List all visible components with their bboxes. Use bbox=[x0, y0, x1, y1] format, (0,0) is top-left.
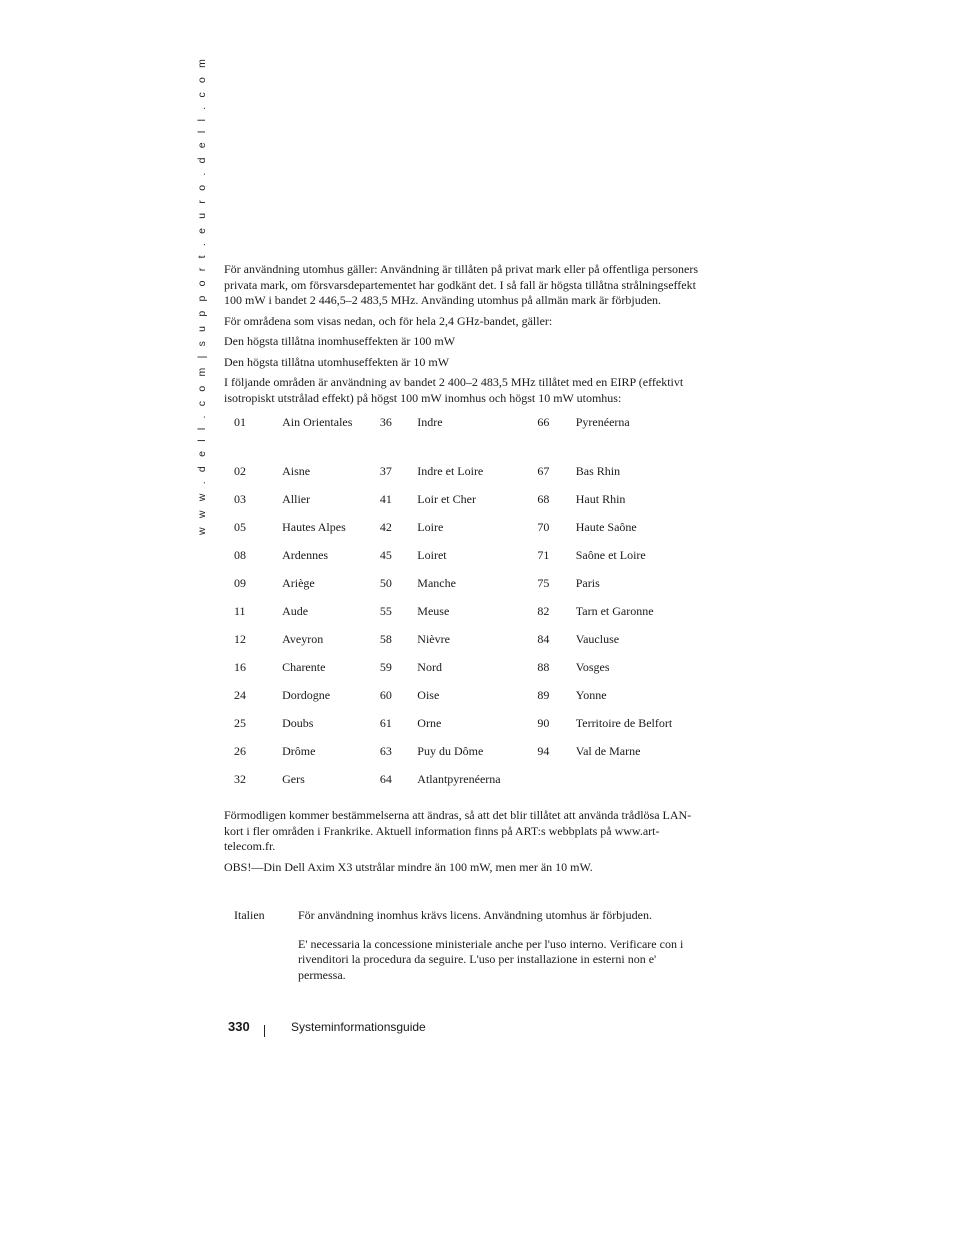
dept-number: 24 bbox=[234, 688, 246, 702]
table-row bbox=[224, 576, 704, 604]
dept-number: 16 bbox=[234, 660, 246, 674]
dept-number: 36 bbox=[379, 415, 392, 429]
dept-name: Yonne bbox=[575, 688, 607, 702]
paragraph-outdoor-use: För användning utomhus gäller: Användning är tillåten på privat mark eller på offentliga personers privata mark, om försvarsdepartementet har godkänt det. I så fall är högsta tillåtna strålningseffekt 100 mW i bandet 2 446,5–2 483,5 MHz. Använding utomhus på allmän mark är förbjuden. bbox=[224, 262, 698, 307]
dept-number: 58 bbox=[379, 632, 392, 646]
dept-number: 84 bbox=[537, 632, 550, 646]
dept-number: 61 bbox=[379, 716, 392, 730]
table-row bbox=[224, 688, 704, 716]
page-number: 330 bbox=[228, 1019, 250, 1034]
dept-name: Meuse bbox=[417, 604, 450, 618]
dept-number: 50 bbox=[379, 576, 392, 590]
dept-number: 09 bbox=[234, 576, 246, 590]
country-name: Italien bbox=[234, 908, 265, 922]
dept-name: Haut Rhin bbox=[575, 492, 626, 506]
table-row bbox=[224, 548, 704, 576]
table-row bbox=[224, 464, 704, 492]
dept-number: 03 bbox=[234, 492, 246, 506]
dept-number: 66 bbox=[537, 415, 550, 429]
dept-number: 75 bbox=[537, 576, 550, 590]
dept-name: Orne bbox=[417, 716, 442, 730]
dept-name: Dordogne bbox=[282, 688, 331, 702]
dept-name: Indre et Loire bbox=[417, 464, 484, 478]
dept-number: 01 bbox=[234, 415, 246, 429]
main-content bbox=[224, 262, 704, 880]
dept-name: Doubs bbox=[282, 716, 314, 730]
dept-name: Bas Rhin bbox=[575, 464, 621, 478]
dept-number: 64 bbox=[379, 772, 392, 786]
dept-name: Aveyron bbox=[282, 632, 324, 646]
table-row bbox=[224, 492, 704, 520]
dept-name: Gers bbox=[282, 772, 305, 786]
dept-name: Charente bbox=[282, 660, 326, 674]
dept-name: Loire bbox=[417, 520, 444, 534]
paragraph-indoor-limit: Den högsta tillåtna inomhuseffekten är 100 mW bbox=[224, 334, 456, 348]
dept-name: Ariège bbox=[282, 576, 315, 590]
dept-name: Aisne bbox=[282, 464, 311, 478]
dept-number: 11 bbox=[234, 604, 246, 618]
footer-separator bbox=[264, 1025, 265, 1037]
dept-name: Ardennes bbox=[282, 548, 329, 562]
dept-name: Vosges bbox=[575, 660, 610, 674]
dept-name: Loiret bbox=[417, 548, 447, 562]
dept-number: 68 bbox=[537, 492, 550, 506]
dept-number: 55 bbox=[379, 604, 392, 618]
dept-number: 60 bbox=[379, 688, 392, 702]
dept-name: Vaucluse bbox=[575, 632, 620, 646]
dept-name: Atlantpyrenéerna bbox=[417, 772, 501, 786]
footer-title: Systeminformationsguide bbox=[291, 1020, 426, 1034]
dept-number: 71 bbox=[537, 548, 550, 562]
dept-name: Indre bbox=[417, 415, 443, 429]
table-row bbox=[224, 604, 704, 632]
table-row bbox=[224, 744, 704, 772]
dept-number: 89 bbox=[537, 688, 550, 702]
dept-number: 70 bbox=[537, 520, 550, 534]
department-table bbox=[224, 415, 704, 800]
dept-name: Tarn et Garonne bbox=[575, 604, 654, 618]
dept-number: 08 bbox=[234, 548, 246, 562]
dept-number: 63 bbox=[379, 744, 392, 758]
paragraph-eirp: I följande områden är användning av bandet 2 400–2 483,5 MHz tillåtet med en EIRP (effektivt isotropiskt utstrålad effekt) på högst 100 mW inomhus och högst 10 mW utomhus: bbox=[224, 375, 684, 405]
dept-number: 59 bbox=[379, 660, 392, 674]
dept-name: Allier bbox=[282, 492, 311, 506]
country-text bbox=[298, 908, 698, 996]
dept-number: 32 bbox=[234, 772, 246, 786]
dept-name: Loir et Cher bbox=[417, 492, 476, 506]
dept-number: 05 bbox=[234, 520, 246, 534]
dept-number: 90 bbox=[537, 716, 550, 730]
dept-name: Haute Saône bbox=[575, 520, 637, 534]
table-row bbox=[224, 660, 704, 688]
dept-name: Hautes Alpes bbox=[282, 520, 346, 534]
dept-number: 37 bbox=[379, 464, 392, 478]
dept-number: 12 bbox=[234, 632, 246, 646]
dept-name: Aude bbox=[282, 604, 309, 618]
dept-number bbox=[537, 772, 575, 800]
dept-number: 94 bbox=[537, 744, 550, 758]
table-row bbox=[224, 772, 704, 800]
dept-name: Paris bbox=[575, 576, 600, 590]
dept-name: Puy du Dôme bbox=[417, 744, 484, 758]
dept-name: Drôme bbox=[282, 744, 316, 758]
dept-number: 42 bbox=[379, 520, 392, 534]
dept-name: Nièvre bbox=[417, 632, 450, 646]
dept-name: Nord bbox=[417, 660, 442, 674]
paragraph-note: OBS!—Din Dell Axim X3 utstrålar mindre än 100 mW, men mer än 10 mW. bbox=[224, 859, 593, 874]
dept-name: Oise bbox=[417, 688, 440, 702]
dept-number: 67 bbox=[537, 464, 550, 478]
dept-name: Territoire de Belfort bbox=[575, 716, 673, 730]
dept-name: Ain Orientales bbox=[282, 415, 353, 429]
paragraph-future-rules: Förmodligen kommer bestämmelserna att ändras, så att det blir tillåtet att använda trådlösa LAN-kort i fler områden i Frankrike. Aktuell information finns på ART:s webbplats på www.art-telecom.fr. bbox=[224, 808, 692, 853]
table-row bbox=[224, 716, 704, 744]
dept-name: Val de Marne bbox=[575, 744, 641, 758]
dept-number: 45 bbox=[379, 548, 392, 562]
paragraph-outdoor-limit: Den högsta tillåtna utomhuseffekten är 10 mW bbox=[224, 354, 450, 369]
dept-number: 82 bbox=[537, 604, 550, 618]
dept-name: Manche bbox=[417, 576, 456, 590]
dept-number: 88 bbox=[537, 660, 550, 674]
table-row bbox=[224, 520, 704, 548]
dept-name: Pyrenéerna bbox=[575, 415, 630, 429]
dept-number: 02 bbox=[234, 464, 246, 478]
table-row bbox=[224, 632, 704, 660]
dept-number: 26 bbox=[234, 744, 246, 758]
dept-name: Saône et Loire bbox=[575, 548, 646, 562]
dept-number: 41 bbox=[379, 492, 392, 506]
country-text-swedish: För användning inomhus krävs licens. Användning utomhus är förbjuden. bbox=[298, 908, 652, 922]
paragraph-areas-intro: För områdena som visas nedan, och för hela 2,4 GHz-bandet, gäller: bbox=[224, 313, 553, 328]
dept-number: 25 bbox=[234, 716, 246, 730]
dept-name bbox=[576, 772, 704, 800]
country-text-italian: E' necessaria la concessione ministeriale anche per l'uso interno. Verificare con i rivenditori la procedura da seguire. L'uso per installazione in esterni non e' permessa. bbox=[298, 936, 684, 982]
table-row bbox=[224, 415, 704, 464]
side-url-text: w w w . d e l l . c o m | s u p p o r t . e u r o . d e l l . c o m bbox=[196, 55, 208, 535]
